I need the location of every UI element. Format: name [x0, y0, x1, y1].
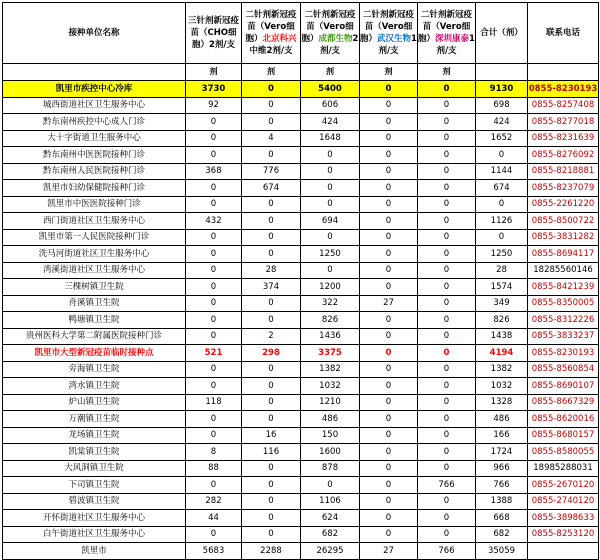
cell-total: 349 — [476, 295, 528, 312]
table-row — [3, 130, 599, 147]
cell-c5: 0 — [418, 526, 476, 543]
header-col3-post: 2剂/支 — [319, 34, 359, 56]
cell-name: 凯里市第一人民医院接种门诊 — [3, 229, 186, 246]
cell-c1: 0 — [186, 130, 242, 147]
header-col1 — [186, 3, 242, 64]
cell-c4: 0 — [360, 510, 418, 527]
cell-c1: 432 — [186, 213, 242, 230]
cell-c1: 0 — [186, 229, 242, 246]
cell-c1: 0 — [186, 477, 242, 494]
cell-c1: 88 — [186, 460, 242, 477]
cell-c1: 0 — [186, 411, 242, 428]
header-col2 — [242, 3, 301, 64]
cell-c2: 0 — [242, 493, 301, 510]
cell-total: 766 — [476, 477, 528, 494]
vaccine-stock-table-sheet — [2, 2, 598, 556]
cell-c5: 0 — [418, 493, 476, 510]
table-row — [3, 163, 599, 180]
cell-total: 1382 — [476, 361, 528, 378]
header-col1-text: 三针剂新冠疫苗（CHO细胞）2剂/支 — [187, 16, 239, 50]
cell-c4: 0 — [360, 180, 418, 197]
cell-total: 826 — [476, 312, 528, 329]
table-row — [3, 411, 599, 428]
cell-name: 凯里市中医医院接种门诊 — [3, 196, 186, 213]
cell-c3: 486 — [301, 411, 360, 428]
cell-c2: 0 — [242, 147, 301, 164]
table-row — [3, 328, 599, 345]
cell-name: 旁海镇卫生院 — [3, 361, 186, 378]
cell-c3: 1032 — [301, 378, 360, 395]
cell-c1: 0 — [186, 114, 242, 131]
cell-total: 1032 — [476, 378, 528, 395]
total-c4: 27 — [360, 543, 418, 560]
header-col2-post: 中维2剂/支 — [249, 46, 293, 56]
cell-c2: 0 — [242, 526, 301, 543]
table-row — [3, 345, 599, 362]
cell-c5: 0 — [418, 130, 476, 147]
cell-c4: 0 — [360, 345, 418, 362]
cell-c5: 0 — [418, 427, 476, 444]
cell-c5: 0 — [418, 147, 476, 164]
cell-name: 龙场镇卫生院 — [3, 427, 186, 444]
cell-c1: 0 — [186, 147, 242, 164]
table-row — [3, 279, 599, 296]
cell-phone: 0855-8680157 — [528, 427, 599, 444]
cell-phone: 0855-2261220 — [528, 196, 599, 213]
cell-phone: 0855-8237079 — [528, 180, 599, 197]
cell-phone: 0855-8257408 — [528, 97, 599, 114]
total-c3: 26295 — [301, 543, 360, 560]
cell-c1: 521 — [186, 345, 242, 362]
cell-c2: 116 — [242, 444, 301, 461]
cell-c1: 8 — [186, 444, 242, 461]
cell-c5: 0 — [418, 196, 476, 213]
table-row — [3, 460, 599, 477]
table-row — [3, 97, 599, 114]
cell-c5: 0 — [418, 411, 476, 428]
header-col4-post: 1剂/支 — [378, 34, 417, 56]
header-col5-pre: 二针剂新冠疫苗（Vero细胞） — [418, 10, 472, 44]
unit-cell: 剂 — [418, 64, 476, 81]
header-col2-pre: 二针剂新冠疫苗（Vero细胞） — [245, 10, 297, 44]
cell-c2: 0 — [242, 510, 301, 527]
cell-c4: 0 — [360, 493, 418, 510]
cell-total: 0 — [476, 147, 528, 164]
header-phone: 联系电话 — [528, 3, 599, 64]
cell-total: 1724 — [476, 444, 528, 461]
cell-c5: 766 — [418, 477, 476, 494]
cell-c4: 0 — [360, 444, 418, 461]
header-row — [3, 3, 599, 64]
cell-name: 舟溪镇卫生院 — [3, 295, 186, 312]
cell-c5: 0 — [418, 262, 476, 279]
cell-phone: 0855-3833237 — [528, 328, 599, 345]
cell-c5: 0 — [418, 312, 476, 329]
cell-c2: 0 — [242, 361, 301, 378]
cell-c3: 694 — [301, 213, 360, 230]
table-row — [3, 394, 599, 411]
cell-c3: 1600 — [301, 444, 360, 461]
header-unit-name: 接种单位名称 — [3, 3, 186, 64]
header-col2-brand: 北京科兴 — [262, 34, 297, 44]
cell-phone: 0855-8580055 — [528, 444, 599, 461]
table-body — [3, 81, 599, 543]
unit-cell: 剂 — [301, 64, 360, 81]
cell-total: 1574 — [476, 279, 528, 296]
cell-c3: 1436 — [301, 328, 360, 345]
cell-c3: 1382 — [301, 361, 360, 378]
cell-c4: 0 — [360, 130, 418, 147]
cell-name: 下司镇卫生院 — [3, 477, 186, 494]
cell-phone: 0855-8421239 — [528, 279, 599, 296]
cell-c3: 150 — [301, 427, 360, 444]
cell-c5: 0 — [418, 345, 476, 362]
total-phone — [528, 543, 599, 560]
cell-c4: 0 — [360, 279, 418, 296]
cell-c4: 0 — [360, 460, 418, 477]
cell-c2: 0 — [242, 460, 301, 477]
cell-c1: 0 — [186, 279, 242, 296]
unit-cell: 剂 — [360, 64, 418, 81]
cell-c5: 0 — [418, 394, 476, 411]
cell-c5: 0 — [418, 229, 476, 246]
cell-c5: 0 — [418, 279, 476, 296]
cell-c1: 0 — [186, 196, 242, 213]
total-sum: 35059 — [476, 543, 528, 560]
cell-c1: 3730 — [186, 81, 242, 98]
cell-total: 28 — [476, 262, 528, 279]
cell-name: 凯里市妇幼保健院接种门诊 — [3, 180, 186, 197]
table-row — [3, 361, 599, 378]
cell-c2: 0 — [242, 394, 301, 411]
cell-phone: 0855-8230193 — [528, 81, 599, 98]
cell-c5: 0 — [418, 81, 476, 98]
header-col3-brand: 成都生物 — [318, 34, 353, 44]
cell-name: 凯棠镇卫生院 — [3, 444, 186, 461]
cell-c2: 776 — [242, 163, 301, 180]
cell-name: 大风洞镇卫生院 — [3, 460, 186, 477]
cell-total: 9130 — [476, 81, 528, 98]
cell-c3: 322 — [301, 295, 360, 312]
cell-c2: 0 — [242, 378, 301, 395]
cell-c5: 0 — [418, 213, 476, 230]
cell-phone: 0855-3831282 — [528, 229, 599, 246]
cell-c3: 0 — [301, 262, 360, 279]
cell-phone: 0855-2670120 — [528, 477, 599, 494]
cell-c5: 0 — [418, 444, 476, 461]
cell-name: 开怀街道社区卫生服务中心 — [3, 510, 186, 527]
cell-c3: 826 — [301, 312, 360, 329]
cell-phone: 0855-8694117 — [528, 246, 599, 263]
cell-c2: 0 — [242, 114, 301, 131]
cell-c2: 674 — [242, 180, 301, 197]
cell-c2: 2 — [242, 328, 301, 345]
cell-c1: 0 — [186, 427, 242, 444]
total-c1: 5683 — [186, 543, 242, 560]
cell-c3: 1648 — [301, 130, 360, 147]
cell-c4: 0 — [360, 213, 418, 230]
cell-total: 1328 — [476, 394, 528, 411]
cell-c1: 0 — [186, 180, 242, 197]
cell-phone: 0855-8667329 — [528, 394, 599, 411]
table-row — [3, 246, 599, 263]
cell-total: 166 — [476, 427, 528, 444]
cell-c1: 0 — [186, 328, 242, 345]
cell-c4: 0 — [360, 427, 418, 444]
cell-c1: 0 — [186, 262, 242, 279]
cell-phone: 0855-8277018 — [528, 114, 599, 131]
cell-c2: 4 — [242, 130, 301, 147]
cell-c5: 0 — [418, 246, 476, 263]
cell-c3: 424 — [301, 114, 360, 131]
cell-c3: 3375 — [301, 345, 360, 362]
unit-cell: 剂 — [242, 64, 301, 81]
cell-name: 碧波镇卫生院 — [3, 493, 186, 510]
cell-total: 966 — [476, 460, 528, 477]
cell-c3: 878 — [301, 460, 360, 477]
cell-c4: 0 — [360, 163, 418, 180]
header-col3-pre: 二针剂新冠疫苗（Vero细胞） — [301, 10, 356, 44]
cell-c2: 0 — [242, 196, 301, 213]
cell-c5: 0 — [418, 328, 476, 345]
cell-name: 白午街道社区卫生服务中心 — [3, 526, 186, 543]
cell-c4: 0 — [360, 394, 418, 411]
cell-phone: 0855-8253120 — [528, 526, 599, 543]
vaccine-stock-table — [2, 2, 599, 560]
cell-c2: 0 — [242, 246, 301, 263]
cell-name: 鸭塘镇卫生院 — [3, 312, 186, 329]
cell-c1: 368 — [186, 163, 242, 180]
cell-c4: 0 — [360, 361, 418, 378]
unit-cell: 剂 — [186, 64, 242, 81]
header-col5-post: 1剂/支 — [436, 34, 475, 56]
cell-c1: 0 — [186, 378, 242, 395]
cell-c3: 0 — [301, 147, 360, 164]
cell-c1: 0 — [186, 526, 242, 543]
header-col5-brand: 深圳康泰 — [435, 34, 470, 44]
cell-phone: 0855-3898633 — [528, 510, 599, 527]
cell-c5: 0 — [418, 378, 476, 395]
cell-name: 万潮镇卫生院 — [3, 411, 186, 428]
cell-c1: 118 — [186, 394, 242, 411]
cell-c4: 0 — [360, 229, 418, 246]
cell-c2: 16 — [242, 427, 301, 444]
unit-blank — [528, 64, 599, 81]
cell-total: 0 — [476, 196, 528, 213]
cell-phone: 0855-8620016 — [528, 411, 599, 428]
cell-name: 湾水镇卫生院 — [3, 378, 186, 395]
cell-phone: 18985288031 — [528, 460, 599, 477]
cell-name: 炉山镇卫生院 — [3, 394, 186, 411]
cell-phone: 18285560146 — [528, 262, 599, 279]
cell-total: 1652 — [476, 130, 528, 147]
cell-c4: 0 — [360, 97, 418, 114]
cell-total: 1144 — [476, 163, 528, 180]
header-col3 — [301, 3, 360, 64]
table-row — [3, 493, 599, 510]
cell-c3: 682 — [301, 526, 360, 543]
cell-c2: 0 — [242, 477, 301, 494]
cell-total: 1438 — [476, 328, 528, 345]
cell-c3: 1250 — [301, 246, 360, 263]
cell-phone: 0855-8350005 — [528, 295, 599, 312]
cell-phone: 0855-8500722 — [528, 213, 599, 230]
header-col4 — [360, 3, 418, 64]
table-row — [3, 196, 599, 213]
cell-phone: 0855-8276092 — [528, 147, 599, 164]
table-row — [3, 312, 599, 329]
cell-phone: 0855-8690107 — [528, 378, 599, 395]
cell-c3: 606 — [301, 97, 360, 114]
cell-c1: 282 — [186, 493, 242, 510]
cell-c2: 0 — [242, 97, 301, 114]
cell-name: 贵州医科大学第二附属医院接种门诊 — [3, 328, 186, 345]
cell-c2: 0 — [242, 213, 301, 230]
total-c2: 2288 — [242, 543, 301, 560]
cell-c3: 0 — [301, 229, 360, 246]
cell-total: 486 — [476, 411, 528, 428]
cell-total: 0 — [476, 229, 528, 246]
table-row — [3, 229, 599, 246]
cell-c3: 0 — [301, 180, 360, 197]
cell-name: 西门街道社区卫生服务中心 — [3, 213, 186, 230]
cell-name: 大十字街道卫生服务中心 — [3, 130, 186, 147]
cell-name: 凯里市疾控中心冷库 — [3, 81, 186, 98]
cell-c4: 0 — [360, 246, 418, 263]
cell-c1: 0 — [186, 295, 242, 312]
table-row — [3, 378, 599, 395]
table-row — [3, 213, 599, 230]
total-c5: 766 — [418, 543, 476, 560]
cell-c4: 0 — [360, 196, 418, 213]
cell-c5: 0 — [418, 361, 476, 378]
cell-name: 凯里市大型新冠疫苗临时接种点 — [3, 345, 186, 362]
cell-c2: 0 — [242, 312, 301, 329]
unit-blank — [476, 64, 528, 81]
cell-total: 682 — [476, 526, 528, 543]
cell-c3: 624 — [301, 510, 360, 527]
cell-c4: 0 — [360, 147, 418, 164]
cell-c5: 0 — [418, 114, 476, 131]
header-total: 合计（剂） — [476, 3, 528, 64]
cell-phone: 0855-8312226 — [528, 312, 599, 329]
total-row — [3, 543, 599, 560]
cell-c4: 0 — [360, 114, 418, 131]
cell-c3: 5400 — [301, 81, 360, 98]
table-row — [3, 262, 599, 279]
cell-c4: 0 — [360, 81, 418, 98]
cell-total: 4194 — [476, 345, 528, 362]
cell-c5: 0 — [418, 163, 476, 180]
cell-name: 湾溪街道社区卫生服务中心 — [3, 262, 186, 279]
cell-total: 674 — [476, 180, 528, 197]
cell-c1: 92 — [186, 97, 242, 114]
cell-c3: 0 — [301, 163, 360, 180]
table-row — [3, 180, 599, 197]
cell-c4: 0 — [360, 526, 418, 543]
table-row — [3, 427, 599, 444]
cell-c2: 374 — [242, 279, 301, 296]
cell-c3: 1200 — [301, 279, 360, 296]
cell-c5: 0 — [418, 460, 476, 477]
cell-phone: 0855-8231639 — [528, 130, 599, 147]
cell-total: 1250 — [476, 246, 528, 263]
header-col4-brand: 武汉生物 — [377, 34, 412, 44]
cell-total: 698 — [476, 97, 528, 114]
table-row — [3, 477, 599, 494]
cell-total: 668 — [476, 510, 528, 527]
table-row — [3, 81, 599, 98]
cell-c4: 0 — [360, 262, 418, 279]
table-row — [3, 114, 599, 131]
table-row — [3, 510, 599, 527]
cell-total: 1126 — [476, 213, 528, 230]
header-col5 — [418, 3, 476, 64]
cell-c4: 0 — [360, 477, 418, 494]
cell-c4: 0 — [360, 312, 418, 329]
cell-name: 黔东南州中医医院接种门诊 — [3, 147, 186, 164]
cell-phone: 0855-8230193 — [528, 345, 599, 362]
cell-name: 城西街道社区卫生服务中心 — [3, 97, 186, 114]
cell-name: 三棵树镇卫生院 — [3, 279, 186, 296]
cell-phone: 0855-2740120 — [528, 493, 599, 510]
cell-c5: 0 — [418, 97, 476, 114]
cell-phone: 0855-8560854 — [528, 361, 599, 378]
cell-c4: 0 — [360, 378, 418, 395]
cell-c1: 44 — [186, 510, 242, 527]
cell-total: 424 — [476, 114, 528, 131]
cell-c2: 28 — [242, 262, 301, 279]
cell-c3: 0 — [301, 196, 360, 213]
cell-c1: 0 — [186, 246, 242, 263]
cell-name: 黔东南州疾控中心成人门诊 — [3, 114, 186, 131]
cell-name: 黔东南州人民医院接种门诊 — [3, 163, 186, 180]
cell-c3: 0 — [301, 477, 360, 494]
cell-phone: 0855-8218881 — [528, 163, 599, 180]
unit-row — [3, 64, 599, 81]
table-row — [3, 295, 599, 312]
cell-c5: 0 — [418, 295, 476, 312]
cell-c3: 1210 — [301, 394, 360, 411]
cell-c5: 0 — [418, 510, 476, 527]
cell-c2: 298 — [242, 345, 301, 362]
total-name: 凯里市 — [3, 543, 186, 560]
cell-c2: 0 — [242, 411, 301, 428]
cell-c2: 0 — [242, 295, 301, 312]
cell-c4: 0 — [360, 328, 418, 345]
cell-c4: 27 — [360, 295, 418, 312]
table-row — [3, 526, 599, 543]
table-row — [3, 444, 599, 461]
cell-c4: 0 — [360, 411, 418, 428]
unit-blank — [3, 64, 186, 81]
cell-c3: 1106 — [301, 493, 360, 510]
cell-c1: 0 — [186, 312, 242, 329]
cell-c5: 0 — [418, 180, 476, 197]
cell-total: 1388 — [476, 493, 528, 510]
cell-c2: 0 — [242, 229, 301, 246]
cell-c2: 0 — [242, 81, 301, 98]
header-col4-pre: 二针剂新冠疫苗（Vero细胞） — [360, 10, 414, 44]
table-row — [3, 147, 599, 164]
cell-c1: 0 — [186, 361, 242, 378]
cell-name: 洗马河街道社区卫生服务中心 — [3, 246, 186, 263]
